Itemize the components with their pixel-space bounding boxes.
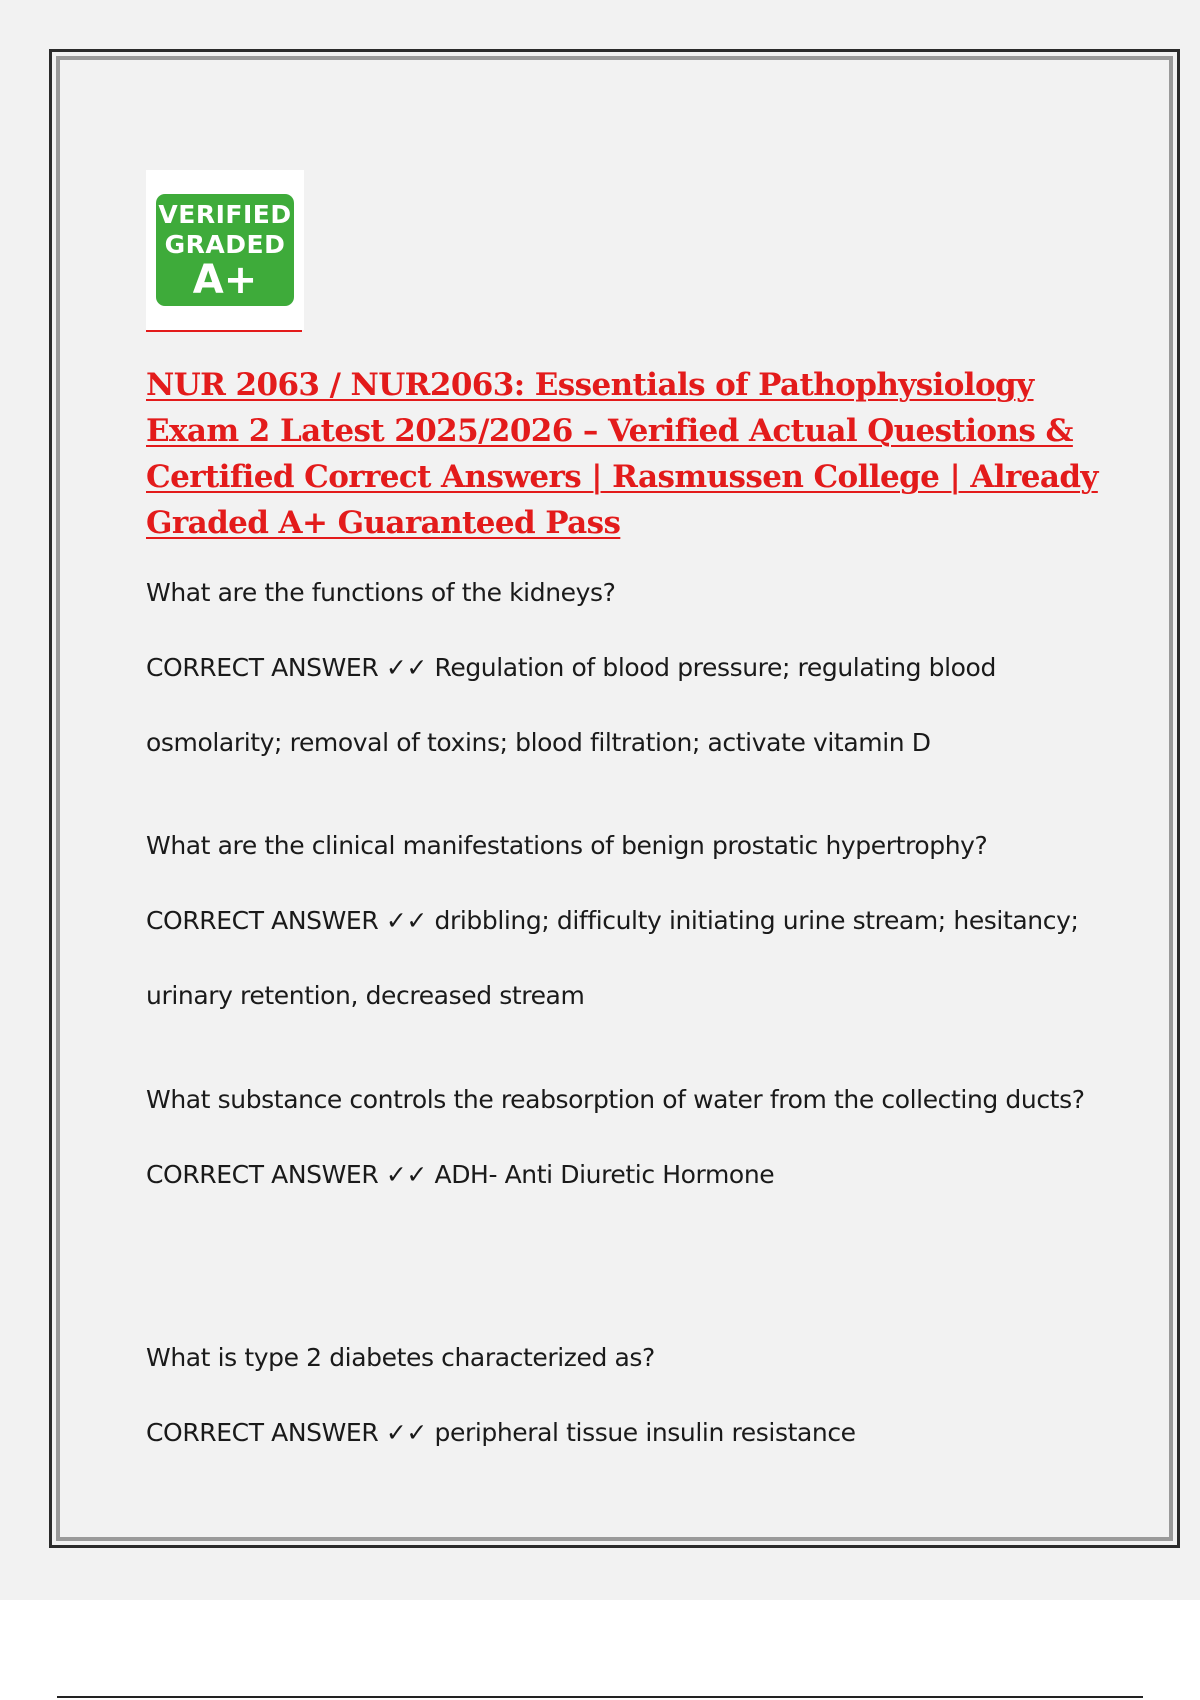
qa-item-3 [146, 1062, 1086, 1212]
verified-badge-image [146, 170, 304, 330]
qa-item-4 [146, 1320, 1086, 1470]
footer-divider [57, 1696, 1143, 1698]
question-2: What are the clinical manifestations of benign prostatic hypertrophy? [146, 831, 988, 860]
qa-item-1 [146, 555, 1086, 780]
badge-line-graded: GRADED [164, 230, 286, 259]
answer-2: CORRECT ANSWER ✓✓ dribbling; difficulty initiating urine stream; hesitancy; urinary retention, decreased stream [146, 906, 1079, 1010]
question-4: What is type 2 diabetes characterized as? [146, 1343, 655, 1372]
qa-item-2 [146, 808, 1086, 1033]
answer-3: CORRECT ANSWER ✓✓ ADH- Anti Diuretic Hormone [146, 1160, 775, 1189]
answer-4: CORRECT ANSWER ✓✓ peripheral tissue insulin resistance [146, 1418, 856, 1447]
badge-link-underline [146, 330, 302, 332]
verified-graded-badge [156, 194, 294, 306]
badge-line-verified: VERIFIED [158, 200, 292, 229]
question-3: What substance controls the reabsorption of water from the collecting ducts? [146, 1085, 1085, 1114]
badge-grade: A+ [192, 257, 258, 303]
answer-1: CORRECT ANSWER ✓✓ Regulation of blood pressure; regulating blood osmolarity; removal of toxins; blood filtration; activate vitamin D [146, 653, 996, 757]
question-1: What are the functions of the kidneys? [146, 578, 616, 607]
document-title-link[interactable]: NUR 2063 / NUR2063: Essentials of Pathophysiology Exam 2 Latest 2025/2026 – Verified Actual Questions & Certified Correct Answers | Rasmussen College | Already Graded A+ Guaranteed Pass [146, 367, 1098, 541]
